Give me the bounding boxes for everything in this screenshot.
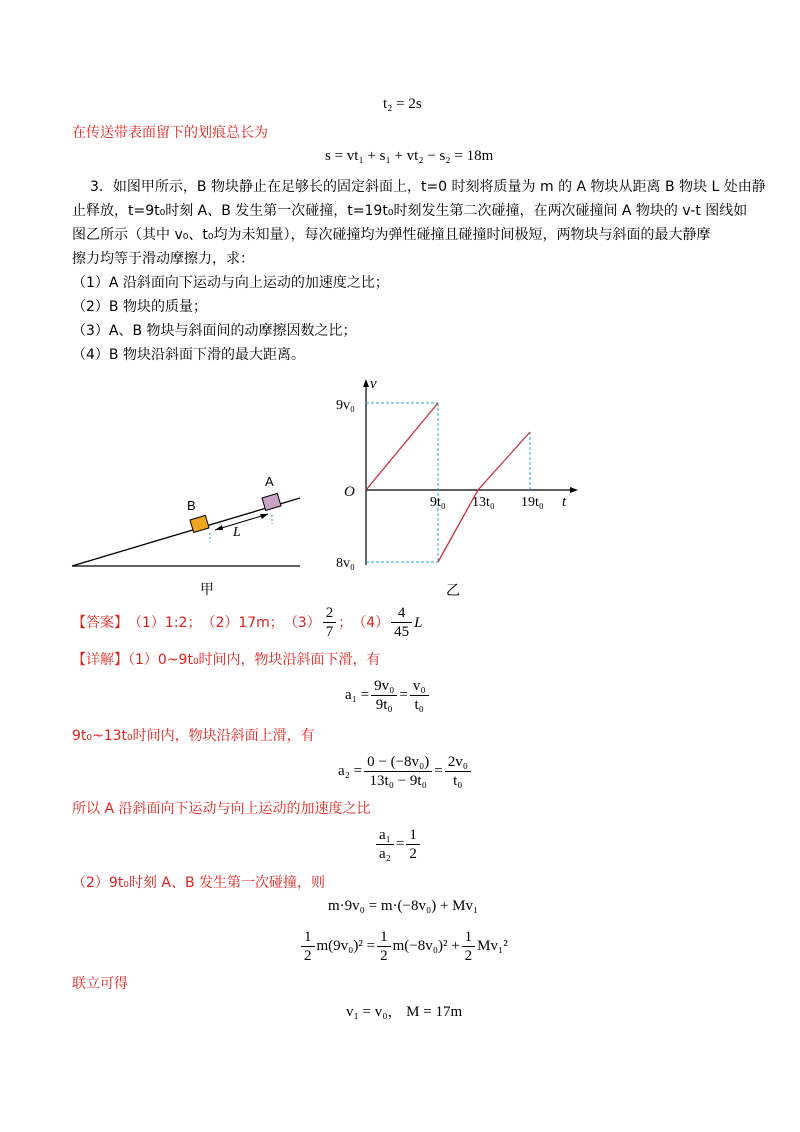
answer-4: （4） — [352, 614, 390, 631]
scratch-label: 在传送带表面留下的划痕总长为 — [72, 125, 268, 141]
equation-ratio — [374, 826, 422, 863]
eq1-num-2: v₀ — [410, 677, 429, 696]
eq5-num-3: 1 — [462, 928, 476, 947]
equation-a1 — [345, 677, 431, 714]
eq2-num-2: 2v₀ — [445, 753, 471, 772]
answer-3: （3） — [283, 614, 321, 631]
problem-line-4: 擦力均等于滑动摩擦力，求： — [72, 251, 254, 267]
detail-label: 【详解】 — [72, 652, 128, 668]
eq3-num-1: a₁ — [376, 826, 394, 845]
answer-4-num: 4 — [391, 604, 412, 623]
eq5-term-c: Mv₁² — [477, 938, 508, 954]
distance-arrow — [215, 514, 268, 530]
problem-line-2: 止释放，t=9t₀时刻 A、B 发生第一次碰撞，t=19t₀时刻发生第二次碰撞，在两次碰撞间 A 物块的 v-t 图线如 — [72, 203, 748, 219]
answer-label: 【答案】 — [72, 614, 128, 631]
eq5-num-1: 1 — [301, 928, 315, 947]
label-b: B — [187, 498, 196, 513]
answer-3-end: ； — [338, 614, 353, 631]
eq5-den-3: 2 — [464, 948, 473, 964]
detail-p1: （1）0~9t₀时间内，物块沿斜面下滑，有 — [128, 652, 381, 668]
figure-incline — [60, 470, 320, 600]
detail-p5: 联立可得 — [72, 976, 128, 992]
equation-result: v₁ = v₀， M = 17m — [346, 1004, 463, 1020]
eq2-den-2: t₀ — [453, 773, 463, 789]
question-1: （1）A 沿斜面向下运动与向上运动的加速度之比； — [72, 275, 389, 291]
block-a — [262, 493, 281, 510]
eq5-den-1: 2 — [304, 948, 312, 964]
eq1-frac-1 — [371, 677, 397, 714]
tick-13t0: 13t₀ — [472, 495, 495, 510]
problem-text — [72, 175, 766, 367]
equation-scratch: s = vt₁ + s₁ + vt₂ − s₂ = 18m — [325, 148, 494, 164]
detail-p2: 9t₀~13t₀时间内，物块沿斜面上滑，有 — [72, 728, 315, 744]
eq1-num-1: 9v₀ — [371, 677, 397, 696]
answer-3-fraction — [323, 604, 337, 641]
eq2-num-1: 0 − (−8v₀) — [364, 753, 432, 772]
equation-energy — [299, 928, 508, 965]
answer-1: （1）1:2； — [128, 614, 202, 631]
eq3-den-1: a₂ — [379, 846, 391, 862]
eq1-den-1: 9t₀ — [375, 697, 393, 713]
eq2-equals: = — [434, 763, 443, 779]
arrow-head-left — [215, 525, 223, 530]
origin-label: O — [344, 484, 355, 500]
answer-4-fraction — [391, 604, 412, 641]
eq5-num-2: 1 — [377, 928, 391, 947]
block-b — [190, 515, 209, 532]
eq1-frac-2 — [410, 677, 429, 714]
eq2-frac-2 — [445, 753, 471, 790]
eq1-lhs: a₁ = — [345, 687, 370, 703]
eq3-frac-2 — [406, 826, 420, 863]
eq2-frac-1 — [364, 753, 432, 790]
equation-t2: t₂ = 2s — [383, 96, 422, 112]
eq5-frac-1 — [301, 928, 315, 965]
eq3-den-2: 2 — [409, 846, 417, 862]
eq3-num-2: 1 — [406, 826, 420, 845]
series-down-slide — [366, 403, 438, 490]
answer-4-den: 45 — [394, 624, 410, 640]
caption-yi: 乙 — [446, 583, 460, 599]
question-3: （3）A、B 物块与斜面间的动摩擦因数之比； — [72, 323, 357, 339]
eq5-term-b: m(−8v₀)² + — [392, 938, 460, 954]
tick-9v0: 9v₀ — [336, 398, 355, 413]
label-l: L — [233, 525, 241, 540]
detail-line-1 — [72, 648, 381, 672]
equation-a2 — [338, 753, 473, 790]
detail-p4: （2）9t₀时刻 A、B 发生第一次碰撞，则 — [72, 875, 325, 891]
eq5-term-a: m(9v₀)² = — [316, 938, 376, 954]
arrow-head-right — [260, 514, 268, 519]
tick-19t0: 19t₀ — [521, 495, 544, 510]
eq5-den-2: 2 — [380, 948, 388, 964]
v-axis-arrow — [363, 379, 369, 387]
eq2-lhs: a₂ = — [338, 763, 363, 779]
label-a: A — [265, 474, 274, 489]
tick-9t0: 9t₀ — [430, 495, 446, 510]
problem-line-1: 3．如图甲所示，B 物块静止在足够长的固定斜面上，t=0 时刻将质量为 m 的 A 物块从距离 B 物块 L 处由静 — [90, 179, 766, 195]
detail-p3: 所以 A 沿斜面向下运动与向上运动的加速度之比 — [72, 801, 371, 817]
eq3-frac-1 — [376, 826, 394, 863]
tick-8v0: 8v₀ — [336, 556, 355, 571]
eq1-equals: = — [399, 687, 408, 703]
problem-line-3: 图乙所示（其中 v₀、t₀均为未知量），每次碰撞均为弹性碰撞且碰撞时间极短，两物块与斜面的最大静摩 — [72, 227, 711, 243]
eq5-frac-3 — [462, 928, 476, 965]
question-4: （4）B 物块沿斜面下滑的最大距离。 — [72, 347, 305, 363]
answer-2: （2）17m； — [201, 614, 284, 631]
eq3-equals: = — [395, 836, 405, 852]
equation-momentum: m·9v₀ = m·(−8v₀) + Mv₁ — [328, 898, 479, 914]
question-2: （2）B 物块的质量； — [72, 299, 207, 315]
t-axis-arrow — [570, 487, 578, 493]
axis-label-v: v — [370, 376, 377, 392]
answer-3-num: 2 — [323, 604, 337, 623]
eq2-den-1: 13t₀ − 9t₀ — [369, 773, 427, 789]
caption-jia: 甲 — [200, 582, 214, 598]
answer-line — [72, 604, 423, 641]
eq1-den-2: t₀ — [414, 697, 424, 713]
eq5-frac-2 — [377, 928, 391, 965]
answer-4-end: L — [414, 614, 423, 631]
axis-label-t: t — [562, 494, 567, 510]
figure-vt-graph — [330, 375, 590, 605]
answer-3-den: 7 — [325, 624, 334, 640]
